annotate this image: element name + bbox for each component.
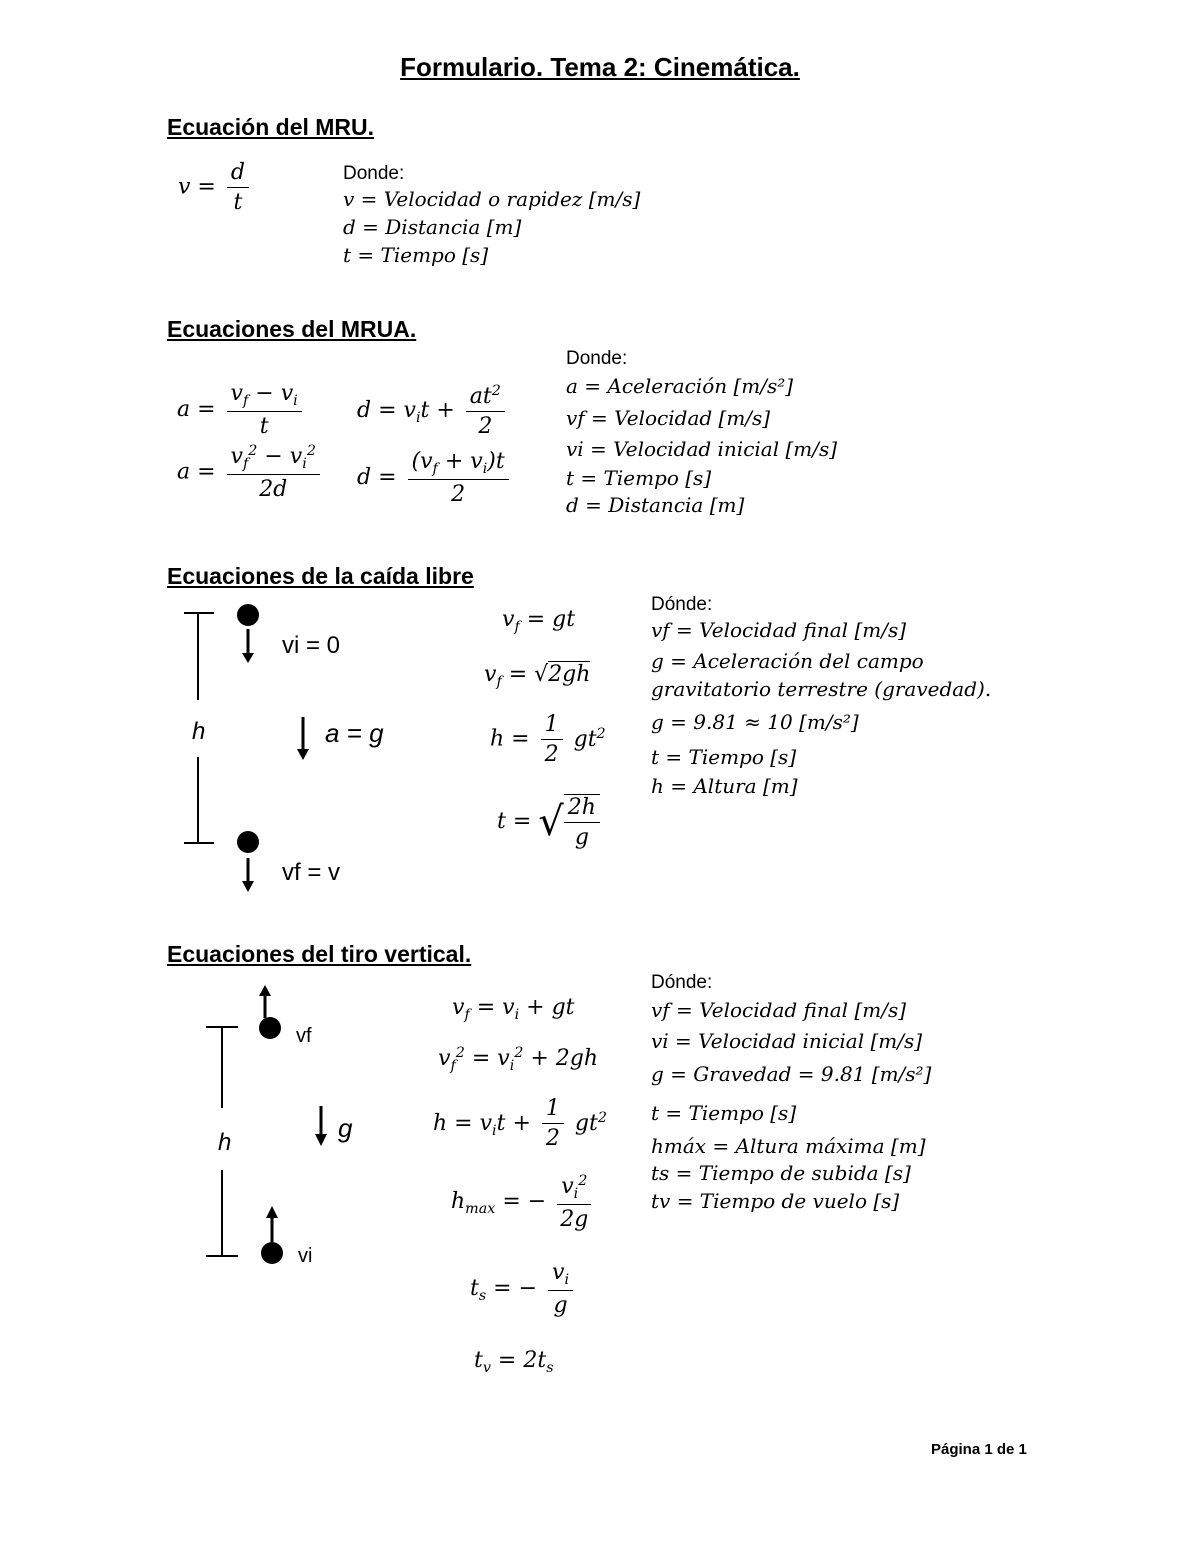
caida-def-g-1: g = Aceleración del campo [651, 649, 924, 673]
mrua-eq-distancia-2: d = $\frac{(v_f + v_i)t}{2}$ [357, 449, 513, 507]
mru-formula [178, 160, 253, 215]
caida-eq-t: t = √ $\frac{2h}{g}$ [497, 794, 604, 850]
tiro-eq-vf: $v_f = v_i$ + gt [452, 995, 575, 1023]
mru-def-distancia: d = Distancia [m] [343, 215, 522, 239]
caida-ball-top [237, 604, 259, 626]
mru-def-velocidad: v = Velocidad o rapidez [m/s] [343, 187, 641, 211]
mrua-def-velocidad-inicial: vi = Velocidad inicial [m/s] [566, 437, 838, 461]
tiro-def-vi: vi = Velocidad inicial [m/s] [651, 1029, 923, 1053]
tiro-eq-ts: $t_s$ = − $\frac{v_i}{g}$ [470, 1260, 577, 1318]
caida-def-g-2: gravitatorio terrestre (gravedad). [651, 677, 992, 701]
tiro-def-tv: tv = Tiempo de vuelo [s] [651, 1189, 900, 1213]
caida-def-tiempo: t = Tiempo [s] [651, 745, 797, 769]
tiro-def-vf: vf = Velocidad final [m/s] [651, 998, 907, 1022]
arrow-down-icon [297, 749, 309, 760]
mrua-heading: Ecuaciones del MRUA. [167, 316, 417, 342]
tiro-eq-tv: $t_v = 2t_s$ [474, 1348, 554, 1376]
caida-heading: Ecuaciones de la caída libre [167, 563, 474, 589]
tiro-def-ts: ts = Tiempo de subida [s] [651, 1161, 911, 1185]
tiro-heading: Ecuaciones del tiro vertical. [167, 941, 472, 967]
caida-eq-h: h = $\frac{1}{2}$ $gt^2$ [490, 712, 606, 767]
caida-def-vf: vf = Velocidad final [m/s] [651, 618, 907, 642]
mru-heading: Ecuación del MRU. [167, 114, 375, 140]
tiro-def-g: g = Gravedad = 9.81 [m/s²] [651, 1062, 932, 1086]
caida-eq-vf-gt: $v_f$ = gt [502, 607, 576, 635]
mrua-def-tiempo: t = Tiempo [s] [566, 466, 712, 490]
page-title: Formulario. Tema 2: Cinemática. [400, 52, 800, 82]
caida-label-a: a = g [325, 718, 384, 748]
tiro-label-vi: vi [298, 1245, 313, 1267]
caida-label-h: h [192, 718, 206, 745]
arrow-down-icon [242, 653, 254, 663]
caida-label-vi: vi = 0 [282, 632, 341, 659]
tiro-donde: Dónde: [651, 972, 713, 993]
tiro-label-g: g [338, 1113, 353, 1143]
caida-def-g-valor: g = 9.81 ≈ 10 [m/s²] [651, 710, 859, 734]
mru-fraction-num: d [227, 160, 249, 188]
caida-ball-bottom [237, 831, 259, 853]
tiro-label-h: h [218, 1129, 232, 1156]
mrua-def-aceleracion: a = Aceleración [m/s²] [566, 374, 794, 398]
mru-def-tiempo: t = Tiempo [s] [343, 243, 489, 267]
tiro-ball-bottom [261, 1242, 283, 1264]
tiro-eq-h: $h = v_it$ + $\frac{1}{2}$ $gt^2$ [433, 1096, 607, 1151]
mru-donde: Donde: [343, 163, 405, 184]
caida-def-altura: h = Altura [m] [651, 774, 798, 798]
tiro-label-vf: vf [296, 1025, 312, 1047]
mrua-eq-aceleracion-2: a = $\frac{v_f^2 - v_i^2}{2d}$ [177, 443, 324, 502]
mrua-donde: Donde: [566, 348, 628, 369]
caida-diagram [170, 595, 430, 905]
arrow-down-icon [242, 881, 254, 892]
mrua-eq-aceleracion-1: a = $\frac{v_f - v_i}{t}$ [177, 381, 306, 439]
page-footer: Página 1 de 1 [931, 1441, 1027, 1458]
arrow-down-icon [315, 1134, 327, 1146]
tiro-diagram [200, 980, 370, 1270]
caida-donde: Dónde: [651, 594, 713, 615]
tiro-def-tiempo: t = Tiempo [s] [651, 1101, 797, 1125]
tiro-ball-top [259, 1017, 281, 1039]
tiro-eq-hmax: $h_{max}$ = − $\frac{v_i^2}{2g}$ [451, 1173, 595, 1232]
mrua-def-velocidad: vf = Velocidad [m/s] [566, 406, 771, 430]
mru-fraction-den: t [233, 190, 243, 215]
tiro-eq-vf2: $v_f^2 = v_i^2 + 2gh$ [438, 1045, 599, 1074]
caida-label-vf: vf = v [282, 859, 341, 886]
mru-fraction [227, 160, 249, 215]
mrua-def-distancia: d = Distancia [m] [566, 493, 745, 517]
tiro-def-hmax: hmáx = Altura máxima [m] [651, 1134, 926, 1158]
mru-formula-lhs: v = [178, 174, 216, 200]
caida-eq-vf-raiz: $v_f = √2gh$ [484, 662, 591, 690]
mrua-eq-distancia-1: $d = v_it$ + $\frac{at^2}{2}$ [357, 383, 509, 439]
